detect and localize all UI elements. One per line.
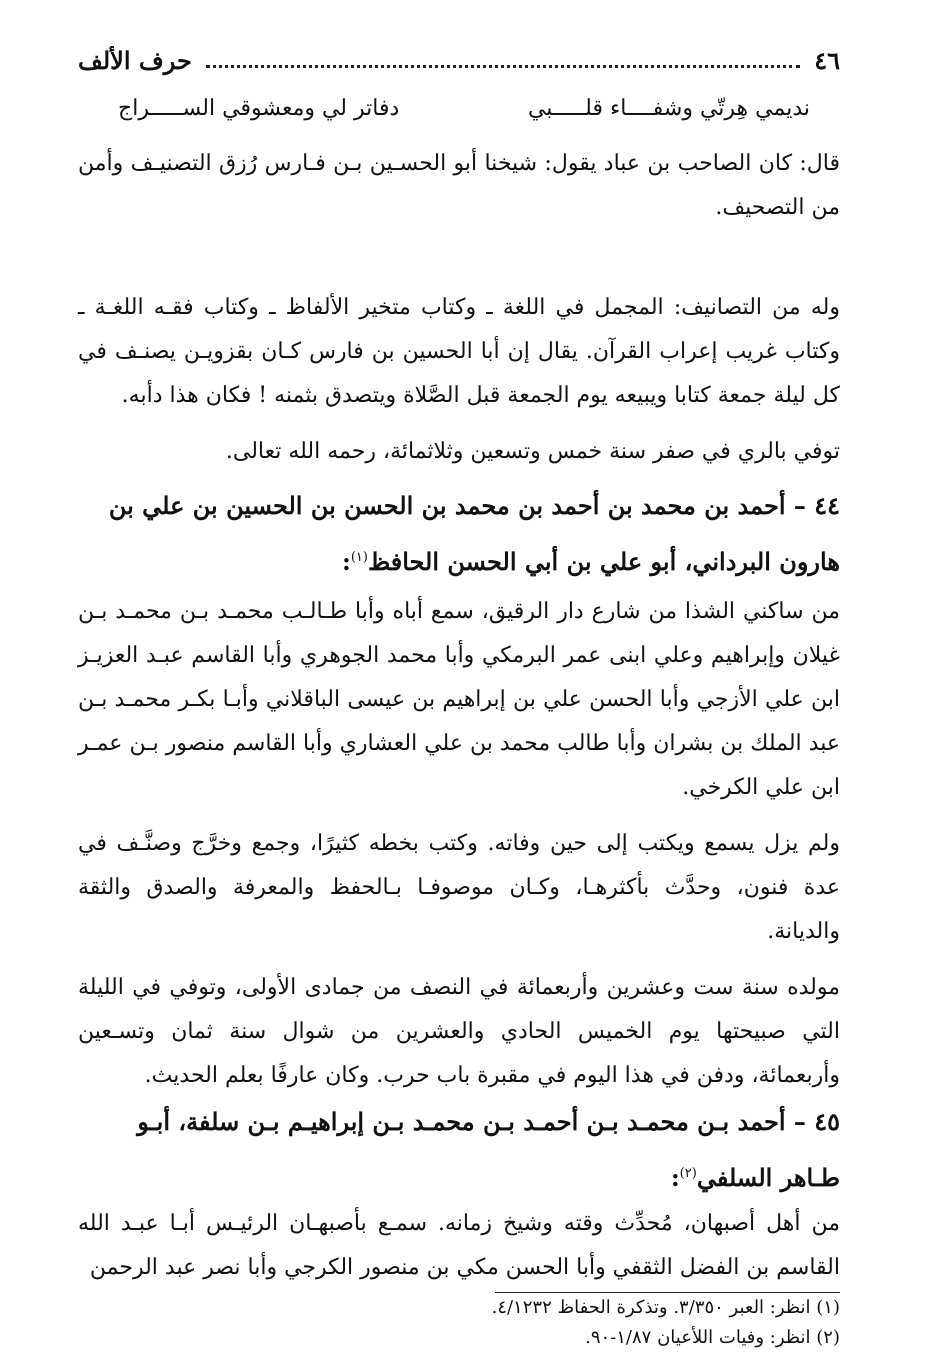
page-number: ٤٦ [814, 45, 840, 75]
entry-44-heading-colon: : [341, 547, 351, 576]
footnote-2: (٢) انظر: وفيات اللأعيان ١/٨٧-٩٠. [585, 1327, 840, 1348]
section-title: حرف الألف [78, 45, 192, 75]
poem-verse [78, 96, 840, 140]
entry-44-paragraph-teachers: من ساكني الشذا من شارع دار الرقيق، سمع أباه وأبا طـالـب محمـد بـن محمـد بـن غيلان وإبراهيم وعلي ابنى عمر البرمكي وأبا محمد الجوهري وأبا القاسم عبـد العزيـز ابن علي الأزجي وأبا الحسن علي بن إبراهيم بن عيسى الباقلاني وأبـا بكـر محمـد بـن عبد الملك بن بشران وأبا طالب محمد بن علي العشاري وأبا القاسم منصور بـن عمـر ابن علي الكرخي. [78, 599, 840, 800]
paragraph-works: وله من التصانيف: المجمل في اللغة ـ وكتاب متخير الألفاظ ـ وكتاب فقـه اللغـة ـ وكتاب غريب إعراب القرآن. يقال إن أبا الحسين بن فارس كـان بقزويـن يصنـف في كل ليلة جمعة كتابا ويبيعه يوم الجمعة قبل الصَّلاة ويتصدق بثمنه ! فكان هذا دأبه. [78, 295, 840, 408]
footnote-ref-1[interactable]: (١) [350, 550, 368, 565]
paragraph-sahib-quote: قال: كان الصاحب بن عباد يقول: شيخنا أبو الحسـين بـن فـارس رُزق التصنيـف وأمن من التصحيف. [78, 151, 840, 220]
entry-44-heading [78, 480, 840, 588]
book-page [78, 38, 840, 1348]
header-dotted-leader [206, 65, 800, 68]
paragraph-death: توفي بالري في صفر سنة خمس وتسعين وثلاثمائة، رحمه الله تعالى. [225, 439, 840, 464]
entry-44-paragraph-dates: مولده سنة ست وعشرين وأربعمائة في النصف من جمادى الأولى، وتوفي في الليلة التي صبيحتها يوم الخميس الحادي والعشرين من شوال سنة ثمان وتسـعين وأربعمائة، ودفن في هذا اليوم في مقبرة باب حرب. وكان عارفًا بعلم الحديث. [78, 975, 840, 1088]
footnote-separator [495, 1292, 840, 1293]
entry-45-heading-colon: : [670, 1163, 680, 1192]
footnote-1: (١) انظر: العبر ٣/٣٥٠. وتذكرة الحفاظ ٤/١٢٣٢. [491, 1297, 840, 1318]
entry-45-heading [78, 1096, 840, 1204]
entry-45-paragraph: من أهل أصبهان، مُحدِّث وقته وشيخ زمانه. سمـع بأصبهـان الرئيـس أبـا عبـد الله القاسم بن الفضل الثقفي وأبا الحسن مكي بن منصور الكرجي وأبا نصر عبد الرحمن [78, 1211, 840, 1280]
entry-44-paragraph-works: ولم يزل يسمع ويكتب إلى حين وفاته. وكتب بخطه كثيرًا، وجمع وخرَّج وصنَّـف في عدة فنون، وحدَّث بأكثرهـا، وكـان موصوفـا بـالحفظ والمعرفة والصدق والثقة والديانة. [78, 831, 840, 944]
footnote-ref-2[interactable]: (٢) [679, 1166, 697, 1181]
running-header [78, 38, 840, 82]
verse-second-hemistich: دفاتر لي ومعشوقي الســـــراج [118, 96, 400, 121]
entry-45-heading-text: ٤٥ – أحمد بـن محمـد بـن أحمـد بـن محمـد بـن إبراهيـم بـن سلفة، أبـو طـاهر السلفي [137, 1107, 840, 1192]
verse-first-hemistich: نديمي هِرتّي وشفــــاء قلـــــبي [527, 96, 810, 121]
entry-44-heading-text: ٤٤ – أحمد بن محمد بن أحمد بن محمد بن الحسن بن الحسين بن علي بن هارون البرداني، أبو علي بن أبي الحسن الحافظ [108, 491, 840, 576]
